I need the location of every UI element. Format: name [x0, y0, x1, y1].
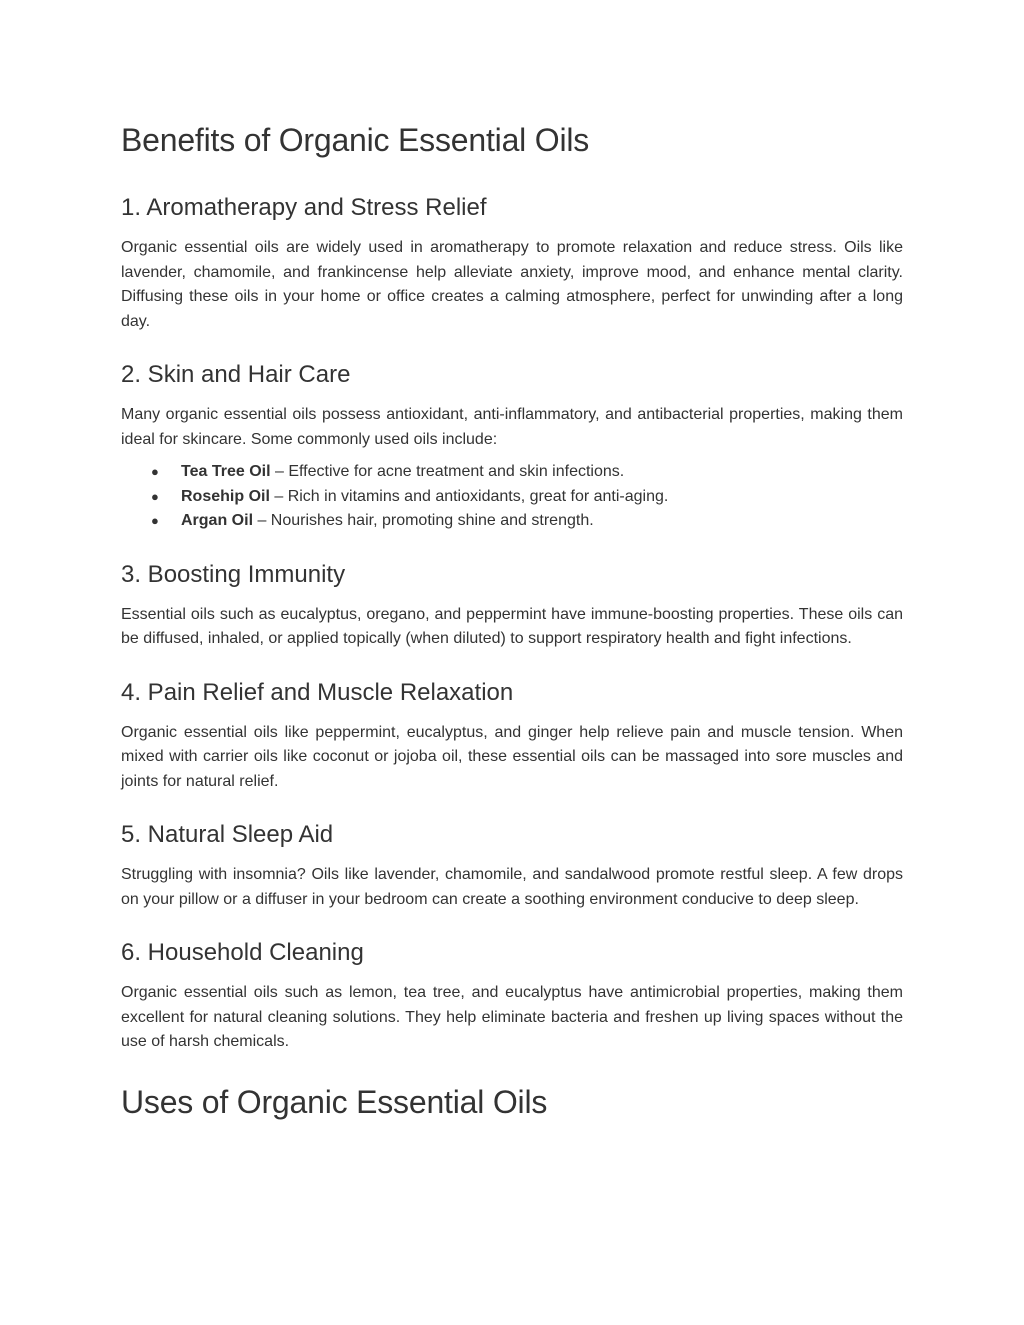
page-title: Benefits of Organic Essential Oils [121, 122, 590, 158]
section-boosting-immunity [121, 559, 903, 652]
bullet-icon: ● [151, 488, 159, 504]
section-sleep-aid [121, 819, 903, 912]
oil-name: Tea Tree Oil [181, 463, 271, 480]
second-page-title: Uses of Organic Essential Oils [121, 1083, 548, 1120]
section-paragraph: Many organic essential oils possess antioxidant, anti-inflammatory, and antibacterial properties, making them ideal for skincare. Some commonly used oils include: [121, 406, 903, 448]
section-paragraph: Essential oils such as eucalyptus, oregano, and peppermint have immune-boosting properties. These oils can be diffused, inhaled, or applied topically (when diluted) to support respiratory health and fight infections. [121, 605, 903, 647]
oil-description: – Nourishes hair, promoting shine and strength. [253, 512, 594, 529]
section-pain-relief [121, 677, 903, 795]
section-heading: 1. Aromatherapy and Stress Relief [121, 194, 487, 221]
bullet-icon: ● [151, 513, 159, 528]
section-paragraph: Struggling with insomnia? Oils like lavender, chamomile, and sandalwood promote restful sleep. A few drops on your pillow or a diffuser in your bedroom can create a soothing environment conducive to deep sleep. [121, 866, 903, 908]
list-item [121, 485, 903, 510]
oil-name: Argan Oil [181, 512, 254, 529]
section-paragraph: Organic essential oils are widely used in aromatherapy to promote relaxation and reduce stress. Oils like lavender, chamomile, and frankincense help alleviate anxiety, improve mood, and enhance mental clarity. Diffusing these oils in your home or office creates a calming atmosphere, perfect for unwinding after a long day. [121, 239, 903, 330]
document-page [121, 118, 903, 1154]
section-paragraph: Organic essential oils like peppermint, eucalyptus, and ginger help relieve pain and muscle tension. When mixed with carrier oils like coconut or jojoba oil, these essential oils can be massaged into sore muscles and joints for natural relief. [121, 723, 903, 790]
section-skin-hair-care [121, 359, 903, 534]
oil-description: – Effective for acne treatment and skin infections. [270, 463, 625, 480]
section-paragraph: Organic essential oils such as lemon, tea tree, and eucalyptus have antimicrobial properties, making them excellent for natural cleaning solutions. They help eliminate bacteria and freshen up living spaces without the use of harsh chemicals. [121, 984, 903, 1050]
bullet-icon: ● [151, 464, 159, 479]
oil-description: – Rich in vitamins and antioxidants, great for anti-aging. [269, 487, 669, 505]
section-heading: 6. Household Cleaning [121, 939, 364, 966]
section-heading: 3. Boosting Immunity [121, 560, 346, 588]
section-household-cleaning [121, 937, 903, 1055]
section-heading: 2. Skin and Hair Care [121, 361, 351, 388]
section-aromatherapy [121, 192, 903, 334]
oil-name: Rosehip Oil [181, 487, 270, 505]
list-item [121, 460, 903, 485]
oils-list [121, 460, 903, 534]
section-heading: 5. Natural Sleep Aid [121, 821, 334, 848]
section-heading: 4. Pain Relief and Muscle Relaxation [121, 678, 514, 706]
list-item [121, 509, 903, 534]
